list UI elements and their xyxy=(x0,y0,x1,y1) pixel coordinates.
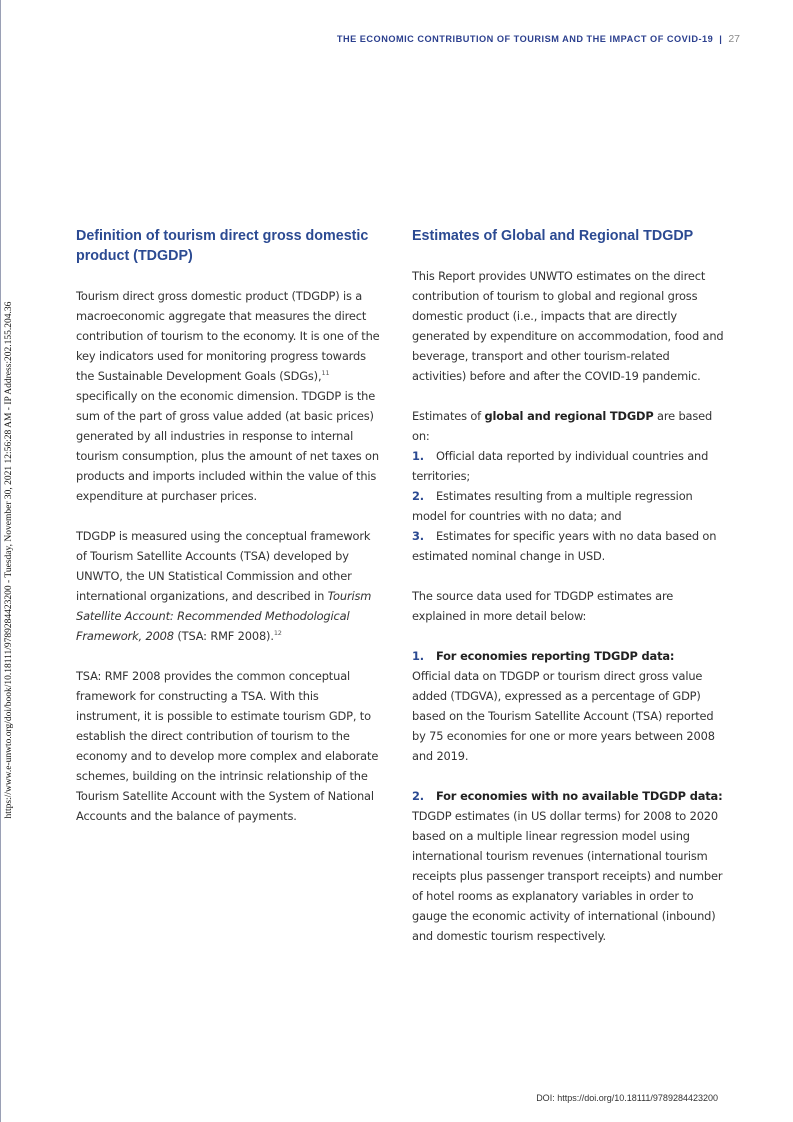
footnote-ref-11[interactable]: 11 xyxy=(321,369,330,377)
list-number: 3. xyxy=(412,529,424,543)
list-number: 2. xyxy=(412,489,424,503)
doi-link[interactable]: DOI: https://doi.org/10.18111/9789284423200 xyxy=(536,1093,718,1103)
header-separator: | xyxy=(719,34,723,44)
list-number: 1. xyxy=(412,449,424,463)
footnote-ref-12[interactable]: 12 xyxy=(273,629,282,637)
left-column xyxy=(76,226,381,826)
right-intro: This Report provides UNWTO estimates on the direct contribution of tourism to global and regional gross domestic product (i.e., impacts that are directly generated by expenditure on accommodation, food and beverage, transport and other tourism-related activities) before and after the COVID-19 pandemic. xyxy=(412,269,724,383)
list-item: 2. Estimates resulting from a multiple regression model for countries with no data; and xyxy=(412,489,693,523)
right-heading: Estimates of Global and Regional TDGDP xyxy=(412,228,694,244)
estimates-basis: Estimates of global and regional TDGDP are based on: xyxy=(412,409,713,443)
list-item: 3. Estimates for specific years with no data based on estimated nominal change in USD. xyxy=(412,529,717,563)
running-header-title: THE ECONOMIC CONTRIBUTION OF TOURISM AND THE IMPACT OF COVID-19 xyxy=(336,34,714,44)
source-intro: The source data used for TDGDP estimates are explained in more detail below: xyxy=(412,589,674,623)
left-paragraph-3: TSA: RMF 2008 provides the common conceptual framework for constructing a TSA. With this instrument, it is possible to estimate tourism GDP, to establish the direct contribution of tourism to the economy and to develop more complex and elaborate schemes, building on the intrinsic relationship of the Tourism Satellite Account with the System of National Accounts and the balance of payments. xyxy=(76,669,379,823)
section-1-text: Official data on TDGDP or tourism direct gross value added (TDGVA), expressed as a percentage of GDP) based on the Tourism Satellite Account (TSA) reported by 75 economies for one or more years between 2008 and 2019. xyxy=(412,669,715,763)
list-item: 1. Official data reported by individual countries and territories; xyxy=(412,449,709,483)
left-heading: Definition of tourism direct gross domestic product (TDGDP) xyxy=(76,228,369,264)
page-left-rule xyxy=(0,0,1,1122)
section-1-title: 1. For economies reporting TDGDP data: xyxy=(412,649,675,663)
section-2-title: 2. For economies with no available TDGDP data: xyxy=(412,789,723,803)
left-paragraph-2: TDGDP is measured using the conceptual framework of Tourism Satellite Accounts (TSA) developed by UNWTO, the UN Statistical Commission and other international organizations, and described in Tourism Satellite Account: Recommended Methodological Framework, 2008 (TSA: RMF 2008).$^{12}$ xyxy=(76,529,372,643)
running-header xyxy=(337,33,740,45)
access-watermark: https://www.e-unwto.org/doi/book/10.18111/9789284423200 - Tuesday, November 30, 2021 12:56:28 AM - IP Address:202.155.204.36 xyxy=(4,301,14,819)
left-paragraph-1: Tourism direct gross domestic product (TDGDP) is a macroeconomic aggregate that measures the direct contribution of tourism to the economy. It is one of the key indicators used for monitoring progress towards the Sustainable Development Goals (SDGs),$^{11}$ specifically on the economic dimension. TDGDP is the sum of the part of gross value added (at basic prices) generated by all industries in response to internal tourism consumption, plus the amount of net taxes on products and imports included within the value of this expenditure at purchaser prices. xyxy=(76,289,380,503)
section-2-text: TDGDP estimates (in US dollar terms) for 2008 to 2020 based on a multiple linear regression model using international tourism revenues (international tourism receipts plus passenger transport receipts) and number of hotel rooms as explanatory variables in order to gauge the economic activity of international (inbound) and domestic tourism respectively. xyxy=(412,809,723,943)
right-column xyxy=(412,226,724,946)
page-number: 27 xyxy=(728,33,740,45)
publication-title: Tourism Satellite Account: Recommended Methodological Framework, 2008 xyxy=(76,589,372,643)
